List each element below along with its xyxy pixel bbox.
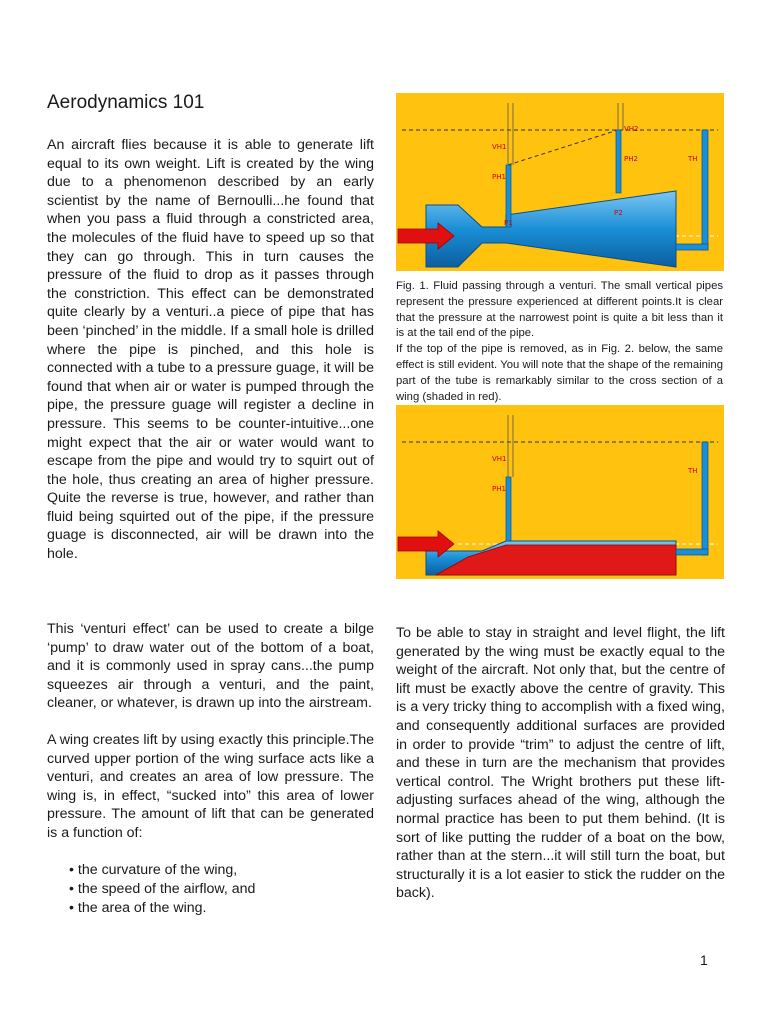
label-ph2: PH2 <box>624 155 638 163</box>
venturi-figure-1 <box>396 93 724 271</box>
label-vh1: VH1 <box>492 143 507 151</box>
total-head-tube <box>702 130 708 250</box>
label-vh2: VH2 <box>624 125 639 133</box>
label-ph1: PH1 <box>492 173 506 181</box>
list-item: • the curvature of the wing, <box>69 862 238 878</box>
open-venturi-diagram <box>396 405 724 579</box>
venturi-figure-2 <box>396 405 724 579</box>
pressure-tube-2 <box>616 130 621 193</box>
page-title: Aerodynamics 101 <box>47 92 205 113</box>
pressure-tube-1 <box>506 165 511 227</box>
label-vh1: VH1 <box>492 455 507 463</box>
list-item: • the speed of the airflow, and <box>69 881 256 897</box>
caption-fig2: If the top of the pipe is removed, as in Fig. 2. below, the same effect is still evident. You will note that the shape of the remaining part of the tube is remarkably similar to the cross section of a wing (shaded in red). <box>396 343 723 403</box>
wing-lift-paragraph: A wing creates lift by using exactly this principle.The curved upper portion of the wing surface acts like a venturi, and creates an area of low pressure. The wing is, in effect, “sucked into” this area of lower pressure. The amount of lift that can be generated is a function of: <box>47 732 374 841</box>
lift-factors-list <box>69 861 369 918</box>
label-th: TH <box>688 155 698 163</box>
label-ph1: PH1 <box>492 485 506 493</box>
list-item: • the area of the wing. <box>69 900 207 916</box>
venturi-effect-paragraph: This ‘venturi effect’ can be used to create a bilge ‘pump’ to draw water out of the bottom of a boat, and it is commonly used in spray cans...the pump squeezes air through a venturi, and the paint, cleaner, or whatever, is drawn up into the airstream. <box>47 621 374 712</box>
caption-fig1: Fig. 1. Fluid passing through a venturi. The small vertical pipes represent the pressure experienced at different points.It is clear that the pressure at the narrowest point is quite a bit less than it is at the tail end of the pipe. <box>396 280 723 340</box>
trim-paragraph: To be able to stay in straight and level flight, the lift generated by the wing must be exactly equal to the weight of the aircraft. Not only that, but the centre of lift must be exactly above the centre of gravity. This is a very tricky thing to accomplish with a fixed wing, and consequently additional surfaces are provided in order to provide “trim” to adjust the centre of lift, and these in turn are the mechanism that provides vertical control. The Wright brothers put these lift-adjusting surfaces ahead of the wing, although the normal practice has been to put them behind. (It is sort of like putting the rudder of a boat on the bow, rather than at the stern...it will still turn the boat, but structurally it is a lot easier to stick the rudder on the back). <box>396 625 725 902</box>
label-th: TH <box>688 467 698 475</box>
intro-paragraph: An aircraft flies because it is able to generate lift equal to its own weight. Lift is created by the wing due to a phenomenon described by an early scientist by the name of Bernoulli...he found that when you pass a fluid through a constricted area, the molecules of the fluid have to speed up so that they can go through. This in turn causes the pressure of the fluid to drop as it passes through the constriction. This effect can be demonstrated quite clearly by a venturi..a piece of pipe that has been ‘pinched’ in the middle. If a small hole is drilled where the pipe is pinched, and this hole is connected with a tube to a pressure guage, it will be found that when air or water is pumped through the pipe, the pressure guage will register a decline in pressure. This seems to be counter-intuitive...one might expect that the air or water would want to escape from the pipe and would try to squirt out of the hole, thus creating an area of higher pressure. Quite the reverse is true, however, and rather than fluid being squirted out of the pipe, if the pressure guage is disconnected, air will be drawn into the hole. <box>47 137 374 563</box>
page-number: 1 <box>700 952 708 968</box>
label-p2: P2 <box>614 209 623 217</box>
figure-caption <box>396 279 723 405</box>
venturi-diagram <box>396 93 724 271</box>
label-p1: P1 <box>504 219 513 227</box>
